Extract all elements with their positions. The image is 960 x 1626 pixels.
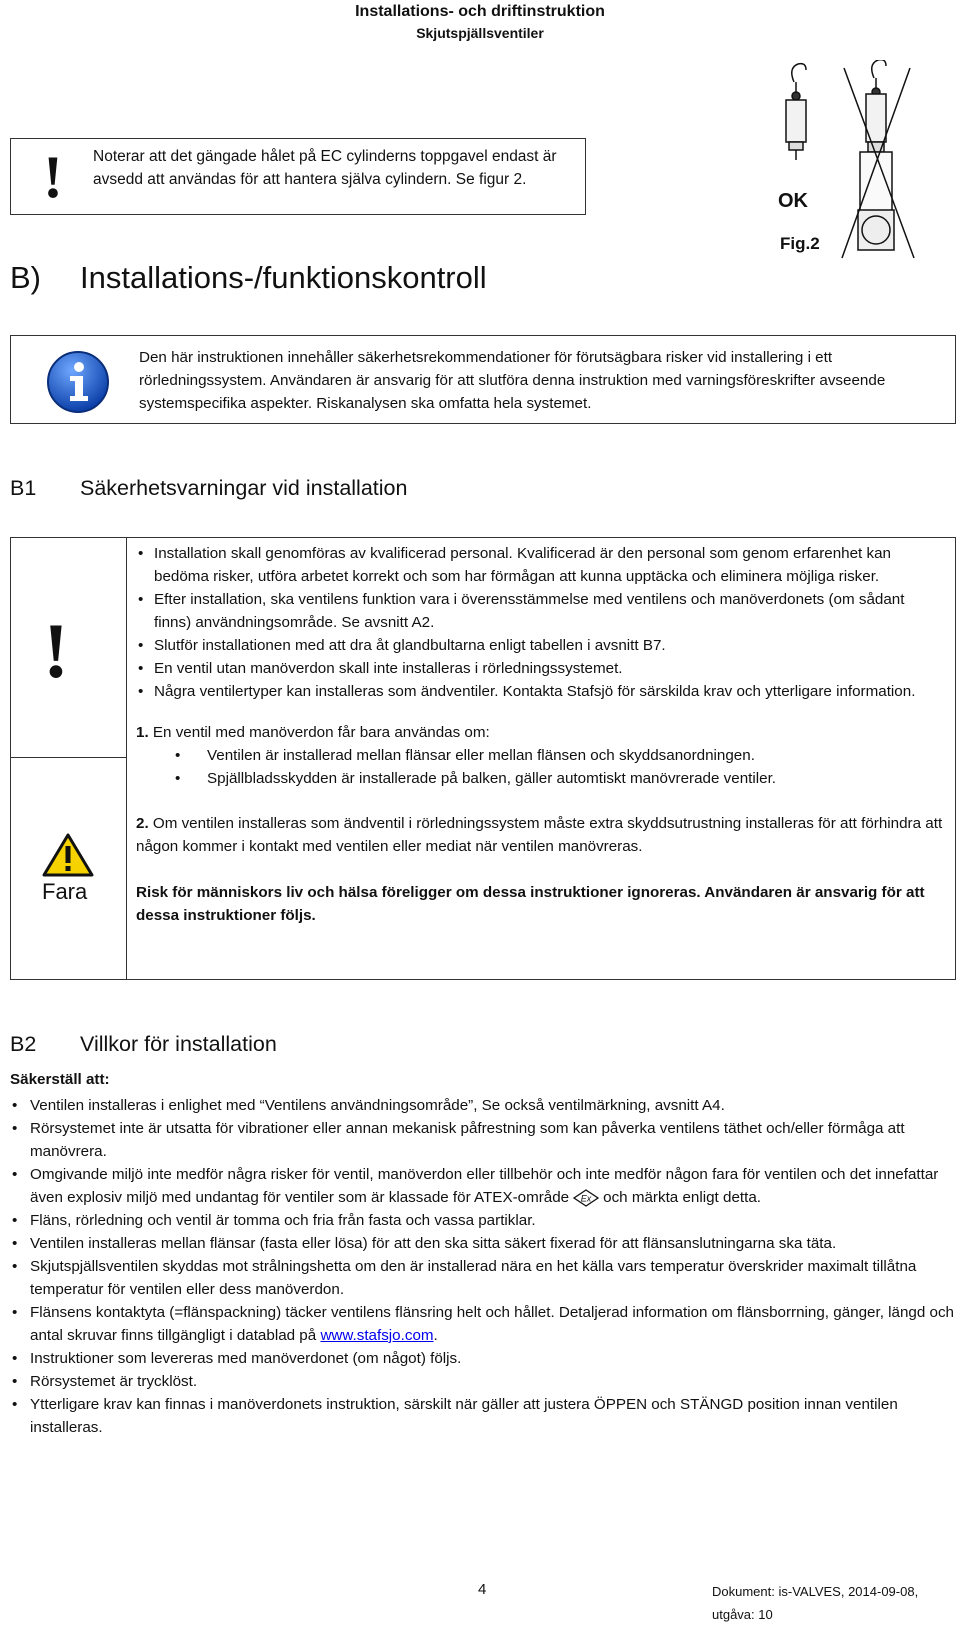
warning-content [136,542,944,927]
section-b2-heading [10,1030,277,1058]
stafsjo-website-link[interactable]: www.stafsjo.com [320,1327,434,1344]
figure-ok-label: OK [778,190,808,212]
list-item: • En ventil utan manöverdon skall inte installeras i rörledningssystemet. [136,657,944,680]
section-b1-title: Säkerhetsvarningar vid installation [80,476,408,500]
danger-item-2: 2. Om ventilen installeras som ändventil i rörledningssystem måste extra skyddsutrustning installeras för att förhindra att någon kommer i kontakt med ventilen eller mediat när ventilen manövreras. [136,815,943,855]
section-b-code: B) [10,260,41,295]
section-b1-heading [10,474,407,502]
atex-ex-icon [573,1189,599,1207]
section-b1-code: B1 [10,476,37,500]
list-item: • Ventilen installeras i enlighet med “Ventilens användningsområde”, Se också ventilmärkning, avsnitt A4. [10,1094,960,1117]
danger-label: Fara [42,879,88,904]
figure-caption: Fig.2 [780,234,820,253]
info-text: Den här instruktionen innehåller säkerhetsrekommendationer för förutsägbara risker vid installering i ett rörledningssystem. Användaren är ansvarig för att slutföra denna instruktion med varningsföreskrifter avseende systemspecifika aspekter. Riskanalysen ska omfatta hela systemet. [139,349,886,412]
cylinder-ok-illustration [786,64,806,160]
info-icon [45,349,111,415]
danger-item-1-sublist [136,744,944,790]
section-b-heading [10,258,487,298]
info-box [10,335,956,424]
caution-exclamation-icon: ! [43,607,69,694]
list-item: • Ventilen installeras mellan flänsar (fasta eller lösa) för att den ska sitta säkert fixerad för att flänsanslutningarna ska täta. [10,1232,960,1255]
document-reference: Dokument: is-VALVES, 2014-09-08, utgåva: 10 [712,1584,919,1622]
list-item: • Slutför installationen med att dra åt glandbultarna enligt tabellen i avsnitt B7. [136,634,944,657]
section-b2-title: Villkor för installation [80,1032,277,1056]
list-item: • Fläns, rörledning och ventil är tomma och fria från fasta och vassa partiklar. [10,1209,960,1232]
conditions-list [10,1094,960,1439]
list-item: • Flänsens kontaktyta (=flänspackning) täcker ventilens flänsring helt och hållet. Detaljerad information om flänsborrning, gänger, längd och antal skruvar finns tillgängligt i datablad på www.stafsjo.com. [10,1301,960,1347]
safety-warning-table [10,537,956,980]
list-item: • Rörsystemet är trycklöst. [10,1370,960,1393]
note-text: Noterar att det gängade hålet på EC cylinderns toppgavel endast är avsedd att användas för att hantera själva cylindern. Se figur 2. [93,148,557,188]
document-subtitle: Skjutspjällsventiler [416,25,544,41]
list-item: • Skjutspjällsventilen skyddas mot strålningshetta om den är installerad nära en het källa vars temperatur överskrider maximalt tillåtna temperatur för ventilen eller dess manöverdon. [10,1255,960,1301]
danger-triangle-icon [42,832,94,878]
risk-statement: Risk för människors liv och hälsa föreligger om dessa instruktioner ignoreras. Användaren är ansvarig för att dessa instruktioner följs. [136,884,925,924]
caution-list [136,542,944,703]
exclamation-icon: ! [43,144,63,210]
list-item: • Omgivande miljö inte medför några risker för ventil, manöverdon eller tillbehör och inte medför någon fara för ventilen och det innefattar även explosiv miljö med undantag för ventiler som är klassade för ATEX-område Ex och märkta enligt detta. [10,1163,960,1209]
page-number: 4 [478,1581,487,1598]
list-item: • Ventilen är installerad mellan flänsar eller mellan flänsen och skyddsanordningen. [136,744,944,767]
list-item: • Rörsystemet inte är utsatta för vibrationer eller annan mekanisk påfrestning som kan påverka ventilens täthet och/eller förmåga att manövrera. [10,1117,960,1163]
list-item: • Instruktioner som levereras med manöverdonet (om något) följs. [10,1347,960,1370]
svg-text:Ex: Ex [580,1193,592,1204]
document-title: Installations- och driftinstruktion [355,3,605,20]
valve-not-ok-illustration [842,60,914,258]
list-item: • Ytterligare krav kan finnas i manöverdonets instruktion, särskilt när gäller att justera ÖPPEN och STÄNGD position innan ventilen installeras. [10,1393,960,1439]
conditions-label: Säkerställ att: [10,1071,110,1088]
list-item: • Installation skall genomföras av kvalificerad personal. Kvalificerad är den personal som genom erfarenhet kan bedöma risker, utföra arbetet korrekt och som har förmågan att kunna upptäcka och eliminera möjliga risker. [136,542,944,588]
list-item: • Spjällbladsskydden är installerade på balken, gäller automtiskt manövrerade ventiler. [136,767,944,790]
section-b-title: Installations-/funktionskontroll [80,260,487,295]
section-b2-code: B2 [10,1032,37,1056]
danger-item-1: 1. En ventil med manöverdon får bara användas om: [136,724,490,741]
list-item: • Några ventilertyper kan installeras som ändventiler. Kontakta Stafsjö för särskilda krav och ytterligare information. [136,680,944,703]
note-box [10,138,586,215]
list-item: • Efter installation, ska ventilens funktion vara i överensstämmelse med ventilens och manöverdonets (om sådant finns) användningsområde. Se avsnitt A2. [136,588,944,634]
